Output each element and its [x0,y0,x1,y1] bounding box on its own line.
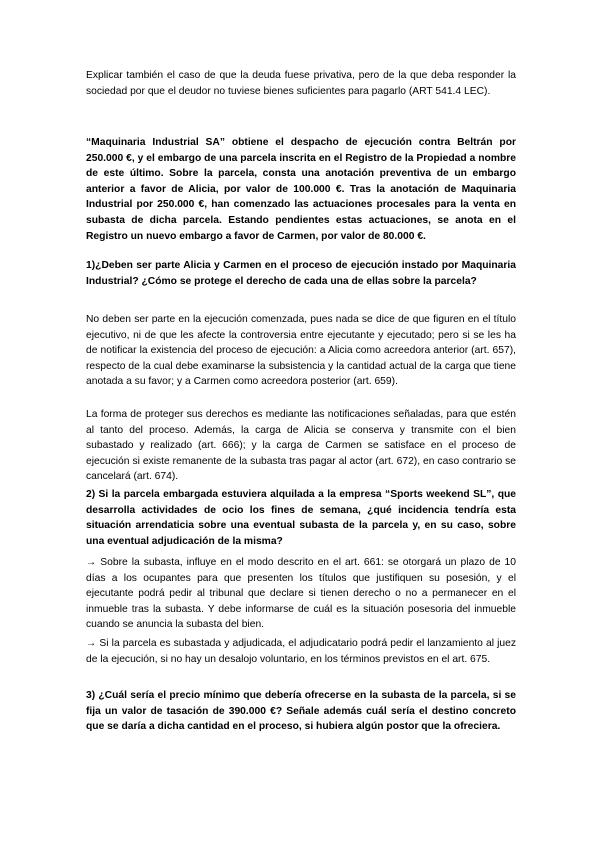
answer-1-paragraph-2: La forma de proteger sus derechos es mediante las notificaciones señaladas, para que estén al tanto del proceso. Además, la carga de Alicia se conserva y transmite con el bien subastado y realizado (art. 666); y la carga de Carmen se satisface en el proceso de ejecución si existe remanente de la subasta tras pagar al actor (art. 672), en caso contrario se cancelará (art. 674). [86,409,516,483]
answer-1-paragraph-1: No deben ser parte en la ejecución comenzada, pues nada se dice de que figuren en el título ejecutivo, ni de que les afecte la controversia entre ejecutante y ejecutado; pero si se les ha de notificar la existencia del proceso de ejecución: a Alicia como acreedora anterior (art. 657), respecto de la cual debe examinarse la subsistencia y la cantidad actual de la carga que tiene anotada a su favor; y a Carmen como acreedora posterior (art. 659). [86,314,516,388]
question-2: 2) Si la parcela embargada estuviera alquilada a la empresa “Sports weekend SL”, que desarrolla actividades de ocio los fines de semana, ¿qué incidencia tendría esta situación arrendaticia sobre una eventual subasta de la parcela y, en su caso, sobre una eventual adjudicación de la misma? [86,489,516,547]
answer-2-paragraph-2: → Si la parcela es subastada y adjudicada, el adjudicatario podrá pedir el lanzamiento al juez de la ejecución, si no hay un desalojo voluntario, en los términos previstos en el art. 675. [86,636,516,667]
answer-2-paragraph-1: → Sobre la subasta, influye en el modo descrito en el art. 661: se otorgará un plazo de 10 días a los ocupantes para que presenten los títulos que justifiquen su posesión, y el ejecutante podrá pedir al tribunal que declare si tienen derecho o no a permanecer en el inmueble tras la subasta. Y debe informarse de cuál es la situación posesoria del inmueble cuando se anuncia la subasta del bien. [86,555,516,633]
case-statement: “Maquinaria Industrial SA” obtiene el despacho de ejecución contra Beltrán por 250.000 €, y el embargo de una parcela inscrita en el Registro de la Propiedad a nombre de este último. Sobre la parcela, consta una anotación preventiva de un embargo anterior a favor de Alicia, por valor de 100.000 €. Tras la anotación de Maquinaria Industrial por 250.000 €, han comenzado las actuaciones procesales para la venta en subasta de dicha parcela. Estando pendientes estas actuaciones, se anota en el Registro un nuevo embargo a favor de Carmen, por valor de 80.000 €. [86,137,516,242]
question-1: 1)¿Deben ser parte Alicia y Carmen en el proceso de ejecución instado por Maquinaria Industrial? ¿Cómo se protege el derecho de cada una de ellas sobre la parcela? [86,260,516,287]
intro-paragraph: Explicar también el caso de que la deuda fuese privativa, pero de la que deba responder la sociedad por que el deudor no tuviese bienes suficientes para pagarlo (ART 541.4 LEC). [86,70,516,97]
question-3: 3) ¿Cuál sería el precio mínimo que debería ofrecerse en la subasta de la parcela, si se fija un valor de tasación de 390.000 €? Señale además cuál sería el destino concreto que se daría a dicha cantidad en el proceso, si hubiera algún postor que la ofreciera. [86,690,516,733]
